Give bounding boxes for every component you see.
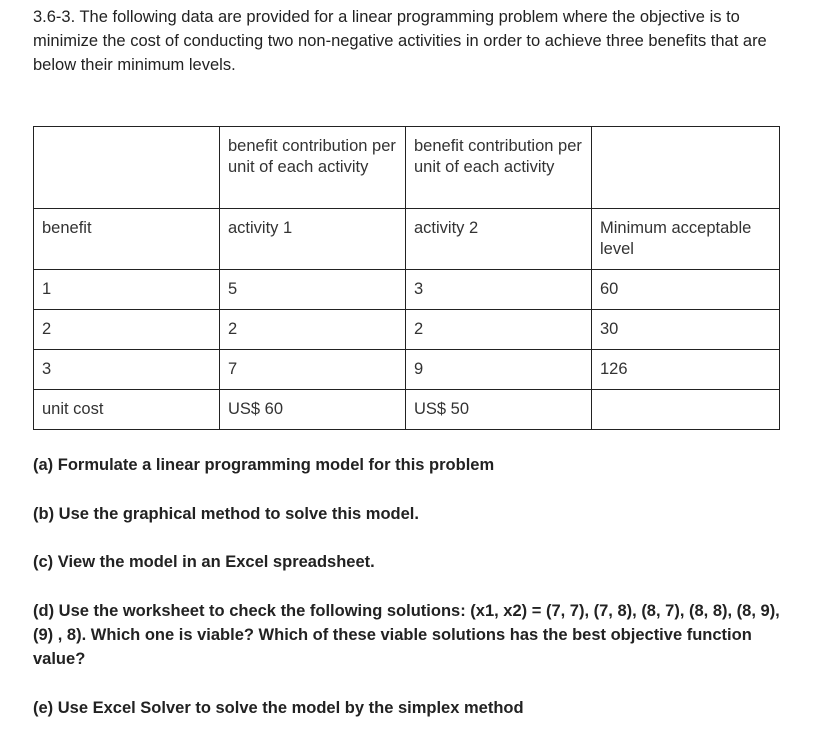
- table-cell: 2: [406, 310, 592, 350]
- table-cell: 2: [220, 310, 406, 350]
- table-cell: 3: [406, 270, 592, 310]
- table-cell: 126: [592, 350, 780, 390]
- table-subheader-cell: activity 2: [406, 209, 592, 270]
- table-cell: 2: [34, 310, 220, 350]
- table-header-cell: benefit contribution per unit of each activity: [220, 127, 406, 209]
- table-cell: US$ 50: [406, 390, 592, 430]
- problem-intro: 3.6-3. The following data are provided for a linear programming problem where the objective is to minimize the cost of conducting two non-negative activities in order to achieve three benefits that are below their minimum levels.: [33, 8, 767, 74]
- question-c: (c) View the model in an Excel spreadsheet.: [33, 553, 375, 571]
- table-row-unit-cost: [34, 390, 780, 430]
- table-cell: 7: [220, 350, 406, 390]
- question-e: (e) Use Excel Solver to solve the model by the simplex method: [33, 699, 524, 717]
- question-a: (a) Formulate a linear programming model for this problem: [33, 456, 495, 474]
- table-row: [34, 270, 780, 310]
- table-cell: US$ 60: [220, 390, 406, 430]
- table-cell: 5: [220, 270, 406, 310]
- table-cell: unit cost: [34, 390, 220, 430]
- data-table: [33, 126, 780, 430]
- table-cell: [592, 390, 780, 430]
- table-cell: 30: [592, 310, 780, 350]
- table-header-row: [34, 127, 780, 209]
- table-header-cell: [34, 127, 220, 209]
- table-row: [34, 310, 780, 350]
- table-header-cell: [592, 127, 780, 209]
- table-subheader-cell: benefit: [34, 209, 220, 270]
- table-cell: 60: [592, 270, 780, 310]
- table-cell: 1: [34, 270, 220, 310]
- table-header-cell: benefit contribution per unit of each activity: [406, 127, 592, 209]
- table-subheader-row: [34, 209, 780, 270]
- table-row: [34, 350, 780, 390]
- table-cell: 9: [406, 350, 592, 390]
- question-d: (d) Use the worksheet to check the following solutions: (x1, x2) = (7, 7), (7, 8), (8, 7), (8, 8), (8, 9), (9) , 8). Which one is viable? Which of these viable solutions has the best objective function value?: [33, 602, 780, 668]
- table-subheader-cell: activity 1: [220, 209, 406, 270]
- question-b: (b) Use the graphical method to solve this model.: [33, 505, 419, 523]
- table-subheader-cell: Minimum acceptable level: [592, 209, 780, 270]
- table-cell: 3: [34, 350, 220, 390]
